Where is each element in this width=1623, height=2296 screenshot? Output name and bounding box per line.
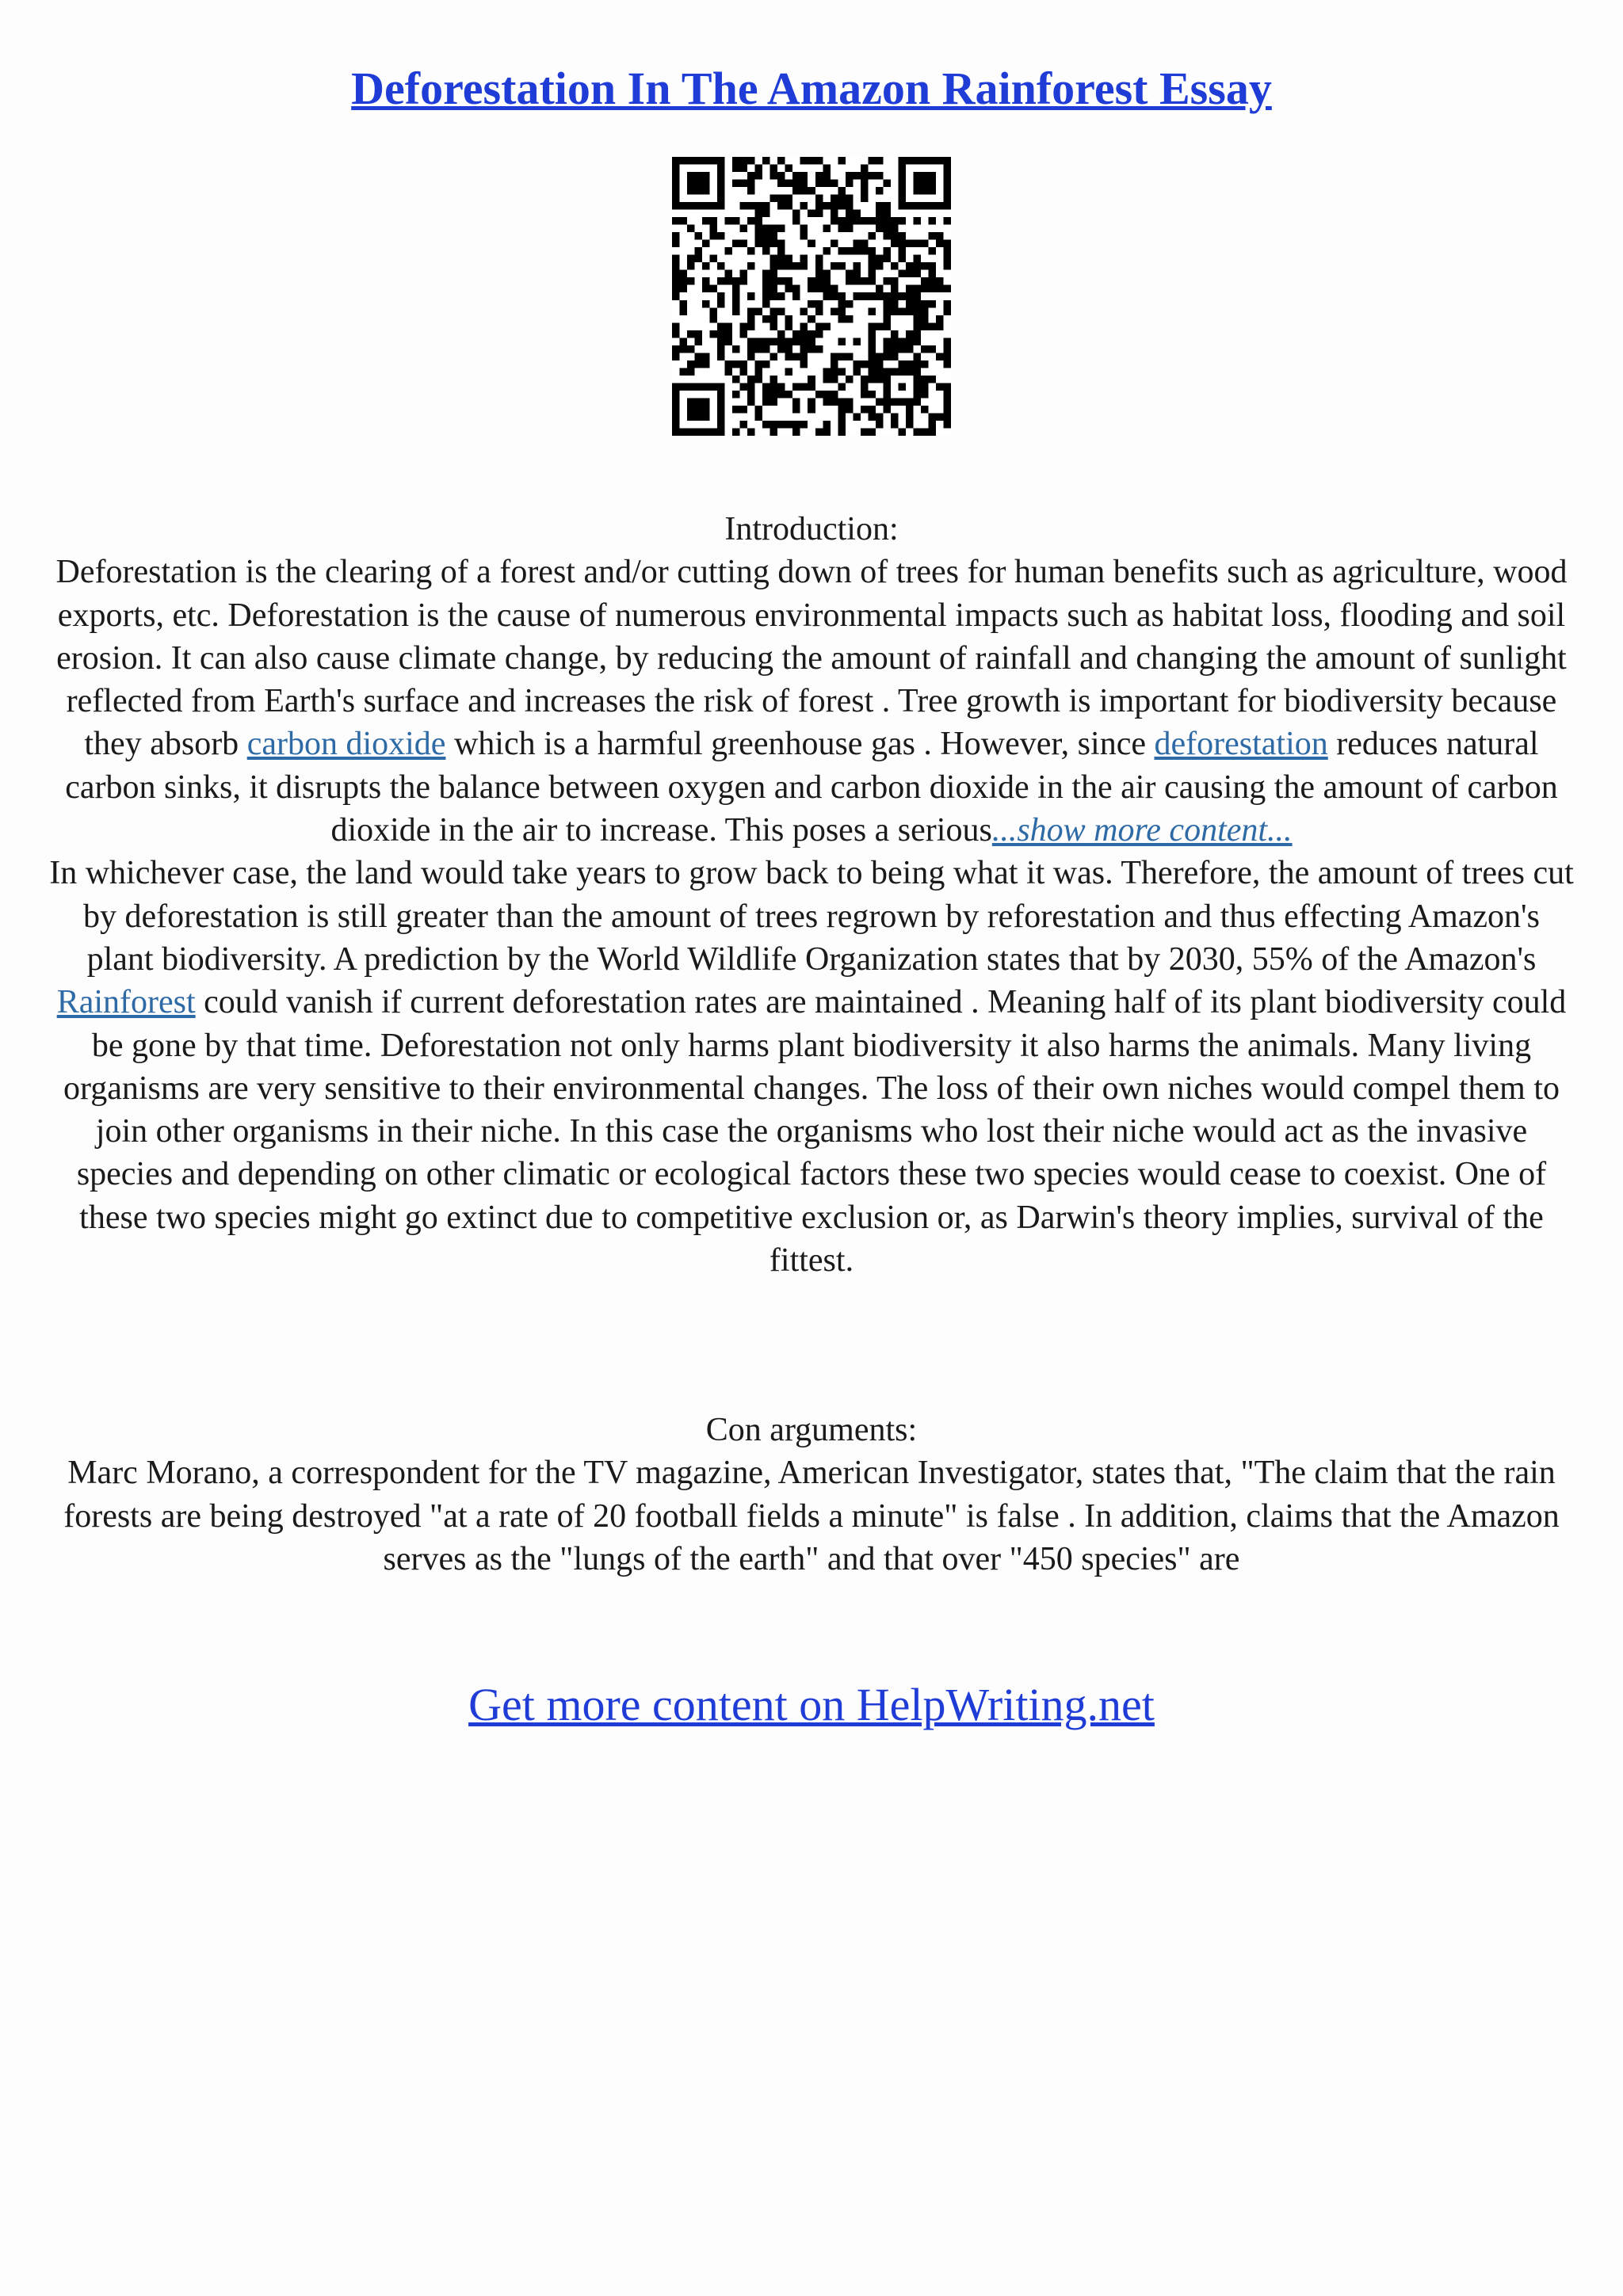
con-arguments-paragraph: Marc Morano, a correspondent for the TV magazine, American Investigator, states that, "The claim that the rain forests are being destroyed "at a rate of 20 football fields a minute" is false . In addition, claims that the Amazon serves as the "lungs of the earth" and that over "450 species" are bbox=[63, 1455, 1560, 1577]
document-title bbox=[0, 57, 1623, 120]
intro-text-2: which is a harmful greenhouse gas . However, since bbox=[445, 726, 1155, 763]
rainforest-link[interactable]: Rainforest bbox=[56, 984, 196, 1021]
con-arguments-heading: Con arguments: bbox=[705, 1412, 918, 1448]
qr-code bbox=[672, 157, 951, 436]
carbon-dioxide-link[interactable]: carbon dioxide bbox=[246, 726, 446, 763]
intro-text-5: could vanish if current deforestation rates are maintained . Meaning half of its plant biodiversity could be gone by that time. Deforestation not only harms plant biodiversity it also harms the animals. Many living organisms are very sensitive to their environmental changes. The loss of their own niches would compel them to join other organisms in their niche. In this case the organisms who lost their niche would act as the invasive species and depending on other climatic or ecological factors these two species would cease to coexist. One of these two species might go extinct due to competitive exclusion or, as Darwin's theory implies, survival of the fittest. bbox=[63, 984, 1567, 1280]
introduction-section bbox=[48, 508, 1575, 1282]
deforestation-link[interactable]: deforestation bbox=[1154, 726, 1328, 763]
intro-text-4: In whichever case, the land would take years to grow back to being what it was. Therefore, the amount of trees cut by deforestation is still greater than the amount of trees regrown by reforestation and thus effecting Amazon's plant biodiversity. A prediction by the World Wildlife Organization states that by 2030, 55% of the Amazon's bbox=[49, 855, 1574, 978]
introduction-heading: Introduction: bbox=[724, 511, 899, 547]
continuation-paragraph bbox=[48, 852, 1575, 1282]
con-arguments-section bbox=[48, 1409, 1575, 1581]
introduction-paragraph bbox=[48, 551, 1575, 852]
intro-text-1: Deforestation is the clearing of a forest and/or cutting down of trees for human benefits such as agriculture, wood exports, etc. Deforestation is the cause of numerous environmental impacts such as habitat loss, flooding and soil erosion. It can also cause climate change, by reducing the amount of rainfall and changing the amount of sunlight reflected from Earth's surface and increases the risk of forest . Tree growth is important for biodiversity because they absorb bbox=[55, 554, 1568, 763]
intro-text-3: reduces natural carbon sinks, it disrupts the balance between oxygen and carbon dioxide in the air causing the amount of carbon dioxide in the air to increase. This poses a serious bbox=[65, 726, 1558, 849]
show-more-content-link[interactable]: ...show more content... bbox=[991, 812, 1293, 849]
title-link[interactable]: Deforestation In The Amazon Rainforest Essay bbox=[351, 63, 1272, 114]
helpwriting-link[interactable]: Get more content on HelpWriting.net bbox=[468, 1679, 1155, 1730]
footer bbox=[0, 1673, 1623, 1737]
